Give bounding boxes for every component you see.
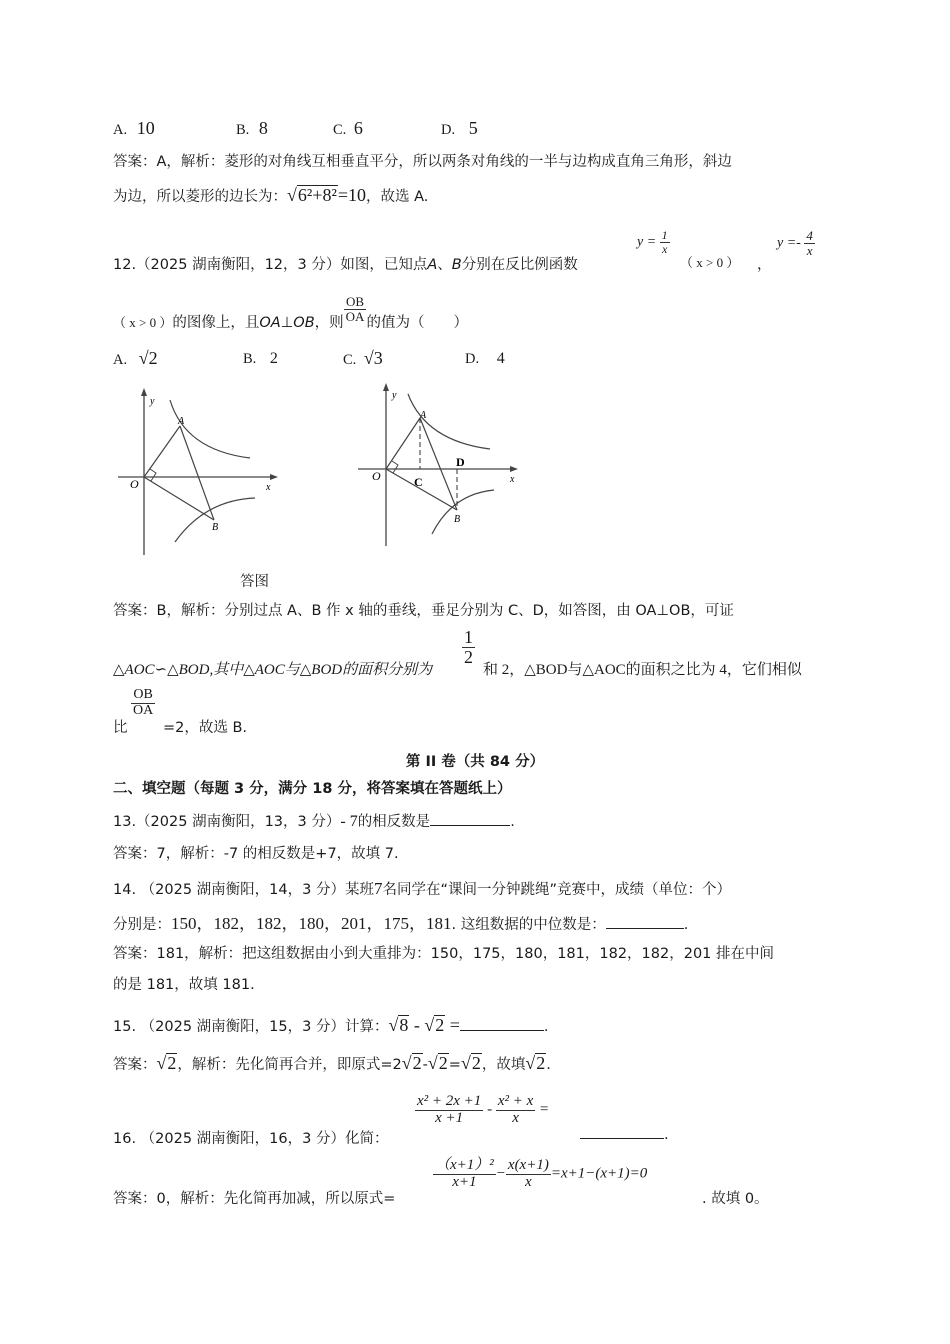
q11-answer-line2: 为边，所以菱形的边长为：√6²+8²=10，故选 A. — [113, 185, 429, 205]
q12-answer-figure — [352, 376, 532, 551]
q11-answer-line1: 答案：A，解析：菱形的对角线互相垂直平分，所以两条对角线的一半与边构成直角三角形，斜边 — [113, 154, 732, 170]
fig2-point-d: D — [456, 455, 465, 469]
q12-stem-line1: 12.（2025 湖南衡阳，12，3 分）如图，已知点A、B分别在反比例函数 — [113, 257, 578, 273]
q16-answer-blank — [580, 1138, 664, 1139]
q12-answer-line3: 比 — [113, 720, 128, 736]
fig2-origin: O — [372, 469, 381, 483]
q14-stem-line2: 分别是：150，182，182，180，201，175，181. 这组数据的中位数是： . — [113, 914, 689, 933]
q11-option-c: C. 6 — [333, 118, 363, 138]
q11-formula: √6²+8²=10 — [287, 185, 366, 205]
fig2-point-a: A — [420, 410, 427, 421]
q15-answer-blank — [460, 1030, 544, 1031]
q16-stem-prefix: 16. （2025 湖南衡阳，16，3 分）化简： — [113, 1131, 389, 1147]
fig1-origin: O — [130, 477, 139, 491]
q14-answer-blank — [606, 928, 684, 929]
fig1-point-b: B — [212, 522, 219, 533]
q12-answer-line1: 答案：B，解析：分别过点 A、B 作 x 轴的垂线，垂足分别为 C、D，如答图，由 OA⊥OB，可证 — [113, 603, 734, 619]
q13-stem: 13.（2025 湖南衡阳，13，3 分）- 7的相反数是 . — [113, 813, 515, 830]
q12-cond1: （ x > 0 ） — [680, 255, 740, 270]
fig1-x-label: x — [266, 482, 271, 493]
q16-answer-prefix: 答案：0，解析：先化简再加减，所以原式= — [113, 1191, 396, 1207]
q16-answer-suffix: . 故填 0。 — [702, 1191, 769, 1207]
q12-func1: y = $\frac{1}{x}$ — [637, 228, 668, 256]
q12-option-b: B. 2 — [243, 350, 278, 367]
q16-answer-expression: $\frac{\text{（x+1）²}}{x+1}$ − $\frac{x(x+1)}{x}$ =x+1−(x+1)=0 — [435, 1157, 648, 1190]
q12-answer-line2: △AOC∽△BOD,其中△AOC与△BOD的面积分别为 — [113, 662, 433, 678]
q16-expression: $\frac{\text{x² + 2x +1}}{x +1}$ - $\frac{\text{x² + x}}{x}$ = — [417, 1093, 550, 1126]
fig2-x-label: x — [510, 474, 515, 485]
q12-option-a: A. √2 — [113, 348, 158, 368]
q11-option-d: D. 5 — [441, 118, 478, 138]
q13-answer-blank — [430, 825, 510, 826]
q12-stem-line2: （ x > 0 ）的图像上，且OA⊥OB，则 $\frac{OB}{OA}$ 的值为（ ） — [113, 293, 468, 331]
q11-option-b: B. 8 — [236, 118, 268, 138]
q16-blank-wrap: . — [580, 1127, 669, 1143]
fig2-point-c: C — [414, 475, 423, 489]
q15-answer: 答案：√2，解析：先化简再合并，即原式=2√2-√2=√2，故填√2. — [113, 1053, 551, 1073]
fig1-point-a: A — [178, 416, 185, 427]
q12-figure — [110, 380, 290, 560]
q12-option-d: D. 4 — [465, 350, 505, 367]
q12-option-c: C. √3 — [343, 348, 383, 368]
answer-figure-caption: 答图 — [240, 574, 269, 590]
section-heading: 二、填空题（每题 3 分，满分 18 分，将答案填在答题纸上） — [113, 781, 512, 797]
fig2-point-b: B — [454, 514, 461, 525]
section-title: 第 II 卷（共 84 分） — [405, 754, 545, 770]
q14-answer-line1: 答案：181，解析：把这组数据由小到大重排为：150，175，180，181，182，182，201 排在中间 — [113, 946, 775, 962]
q12-half-fraction: $\frac{1}{2}$ — [464, 627, 473, 667]
q14-answer-line2: 的是 181，故填 181. — [113, 977, 255, 993]
q12-func2: y =- $\frac{4}{x}$ — [777, 228, 813, 258]
q15-stem: 15. （2025 湖南衡阳，15，3 分）计算：√8 - √2 = . — [113, 1015, 549, 1035]
q12-answer-ratio: $\frac{OB}{OA}$ — [133, 687, 154, 718]
q13-answer: 答案：7，解析：-7 的相反数是+7，故填 7. — [113, 846, 399, 862]
q12-ratio: $\frac{OB}{OA}$ — [345, 293, 365, 324]
fig1-y-label: y — [150, 396, 155, 407]
q11-option-a: A. 10 — [113, 118, 155, 138]
q14-stem-line1: 14. （2025 湖南衡阳，14，3 分）某班7名同学在“课间一分钟跳绳”竞赛中，成绩（单位：个） — [113, 879, 731, 898]
q12-answer-line2b: 和 2，△BOD与△AOC的面积之比为 4，它们相似 — [483, 662, 802, 678]
fig2-y-label: y — [392, 390, 397, 401]
